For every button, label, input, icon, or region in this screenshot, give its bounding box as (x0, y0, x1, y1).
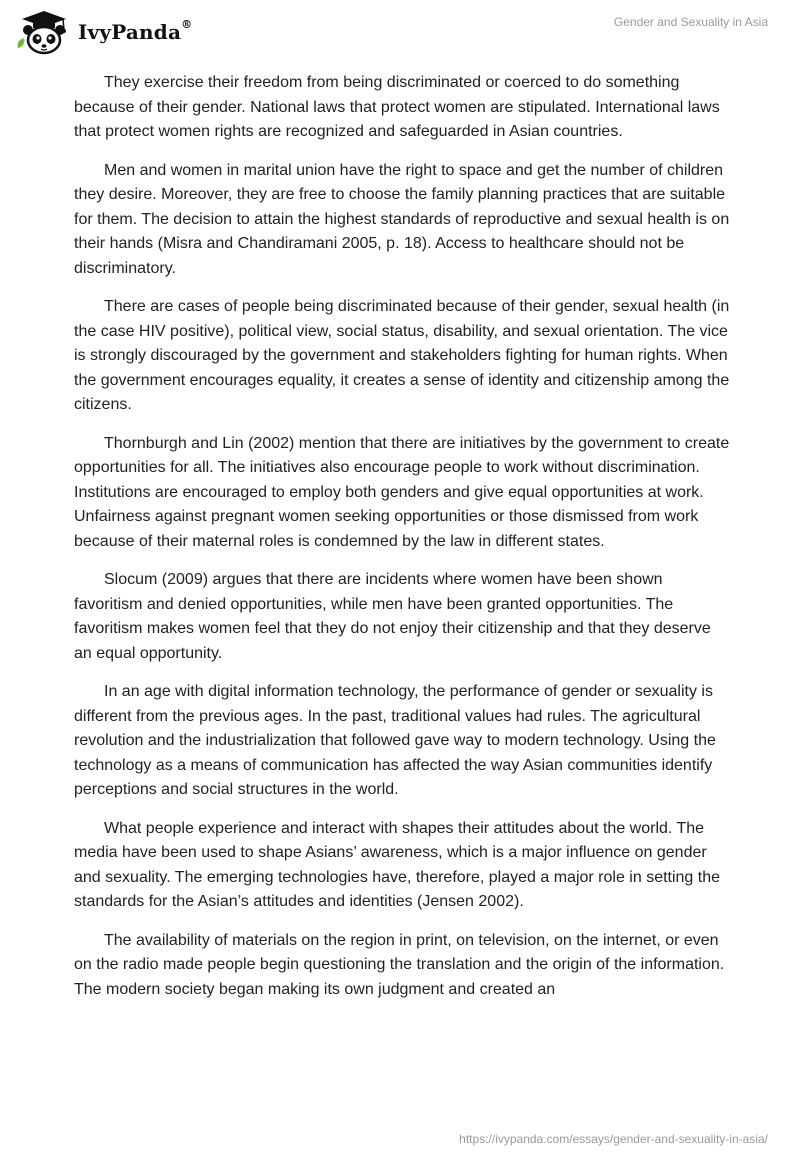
paragraph: There are cases of people being discriminated because of their gender, sexual health (in the case HIV positive), political view, social status, disability, and sexual orientation. The vice is strongly discouraged by the government and stakeholders fighting for human rights. When the government encourages equality, it creates a sense of identity and citizenship among the citizens. (74, 298, 730, 413)
paragraph: In an age with digital information technology, the performance of gender or sexuality is different from the previous ages. In the past, traditional values had rules. The agricultural revolution and the industrialization that followed gave way to modern technology. Using the technology as a means of communication has affected the way Asian communities identify perceptions and social structures in the world. (74, 683, 716, 798)
source-url[interactable]: https://ivypanda.com/essays/gender-and-sexuality-in-asia/ (459, 1132, 768, 1146)
paragraph: Slocum (2009) argues that there are incidents where women have been shown favoritism and denied opportunities, while men have been granted opportunities. The favoritism makes women feel that they do not enjoy their citizenship and that they deserve an equal opportunity. (74, 571, 711, 662)
document-title: Gender and Sexuality in Asia (613, 15, 768, 29)
paragraph: Men and women in marital union have the right to space and get the number of children they desire. Moreover, they are free to choose the family planning practices that are suitable for them. The decision to attain the highest standards of reproductive and sexual health is on their hands (Misra and Chandiramani 2005, p. 18). Access to healthcare should not be discriminatory. (74, 161, 730, 277)
paragraph: Thornburgh and Lin (2002) mention that there are initiatives by the government to create opportunities for all. The initiatives also encourage people to work without discrimination. Institutions are encouraged to employ both genders and give equal opportunities at work. Unfairness against pregnant women seeking opportunities or those dismissed from work because of their maternal roles is condemned by the law in different states. (74, 434, 730, 550)
brand-name-text: IvyPanda (78, 20, 182, 44)
registered-mark: ® (181, 18, 193, 31)
paragraph: They exercise their freedom from being discriminated or coerced to do something because of their gender. National laws that protect women are stipulated. International laws that protect women rights are recognized and safeguarded in Asian countries. (74, 74, 720, 140)
brand-name (78, 20, 192, 44)
brand-logo[interactable] (14, 8, 192, 56)
page-header (0, 0, 800, 60)
paragraph: What people experience and interact with shapes their attitudes about the world. The media have been used to shape Asians’ awareness, which is a major influence on gender and sexuality. The emerging technologies have, therefore, played a major role in setting the standards for the Asian’s attitudes and identities (Jensen 2002). (74, 819, 721, 910)
panda-graduation-cap-icon (14, 8, 70, 56)
essay-body (74, 71, 730, 1016)
paragraph: The availability of materials on the region in print, on television, on the internet, or even on the radio made people begin questioning the translation and the origin of the information. The modern society began making its own judgment and created an (74, 931, 725, 998)
